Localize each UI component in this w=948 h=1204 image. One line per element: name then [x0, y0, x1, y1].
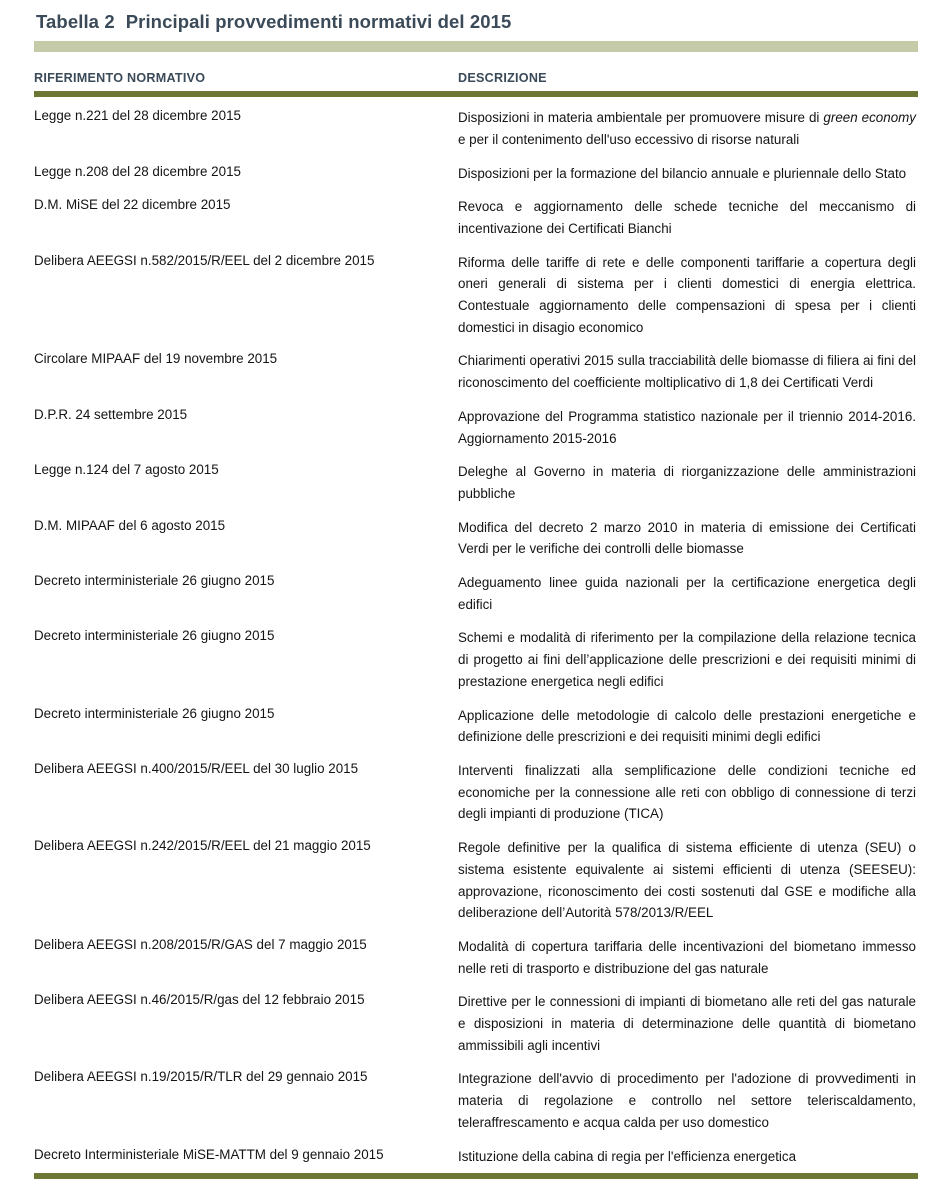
cell-description: Modifica del decreto 2 marzo 2010 in materia di emissione dei Certificati Verdi per le verifiche dei controlli delle biomasse [458, 519, 916, 557]
cell-reference: Delibera AEEGSI n.46/2015/R/gas del 12 febbraio 2015 [34, 992, 365, 1008]
column-header-reference: RIFERIMENTO NORMATIVO [34, 70, 206, 85]
table-row [34, 751, 918, 828]
cell-reference: Delibera AEEGSI n.208/2015/R/GAS del 7 maggio 2015 [34, 936, 367, 952]
cell-description: Adeguamento linee guida nazionali per la certificazione energetica degli edifici [458, 575, 916, 612]
table-caption: Principali provvedimenti normativi del 2015 [125, 11, 512, 32]
table-row [34, 243, 918, 342]
table-2-container [34, 10, 918, 1179]
table-row [34, 696, 918, 751]
table-row [34, 927, 918, 982]
table-number: Tabella 2 [36, 11, 115, 32]
cell-reference: Delibera AEEGSI n.582/2015/R/EEL del 2 dicembre 2015 [34, 252, 375, 268]
table-body [34, 97, 918, 1172]
cell-description: Direttive per le connessioni di impianti di biometano alle reti del gas naturale e disposizioni in materia di determinazione delle quantità di biometano ammissibili agli incentivi [458, 994, 916, 1053]
table-row [34, 1137, 918, 1173]
cell-description: Istituzione della cabina di regia per l'efficienza energetica [458, 1148, 797, 1164]
table-row [34, 563, 918, 618]
cell-reference: Decreto interministeriale 26 giugno 2015 [34, 705, 275, 721]
page-title [36, 10, 918, 33]
table-row [34, 828, 918, 927]
title-underbar-light [34, 41, 918, 52]
cell-reference: D.M. MIPAAF del 6 agosto 2015 [34, 517, 226, 533]
cell-reference: Decreto interministeriale 26 giugno 2015 [34, 573, 275, 589]
table-row [34, 97, 918, 153]
emphasis-text: green economy [823, 110, 916, 126]
column-header-description: DESCRIZIONE [458, 70, 547, 85]
cell-description: Deleghe al Governo in materia di riorganizzazione delle amministrazioni pubbliche [458, 464, 916, 501]
table-row [34, 1059, 918, 1136]
table-bottom-rule-dark [34, 1173, 918, 1179]
cell-reference: Circolare MIPAAF del 19 novembre 2015 [34, 351, 278, 367]
cell-reference: Decreto interministeriale 26 giugno 2015 [34, 628, 275, 644]
table-row [34, 187, 918, 242]
cell-reference: Legge n.221 del 28 dicembre 2015 [34, 108, 241, 124]
cell-reference: Legge n.208 del 28 dicembre 2015 [34, 163, 241, 179]
table-row [34, 618, 918, 695]
cell-description: Interventi finalizzati alla semplificazione delle condizioni tecniche ed economiche per la connessione alle reti con obbligo di connessione di terzi degli impianti di produzione (TICA) [458, 763, 916, 822]
table-row [34, 397, 918, 452]
cell-description: Applicazione delle metodologie di calcolo delle prestazioni energetiche e definizione delle prescrizioni e dei requisiti minimi degli edifici [458, 707, 916, 745]
cell-description: Modalità di copertura tariffaria delle incentivazioni del biometano immesso nelle reti di trasporto e distribuzione del gas naturale [458, 938, 916, 976]
table-row [34, 982, 918, 1059]
cell-reference: Delibera AEEGSI n.400/2015/R/EEL del 30 luglio 2015 [34, 761, 359, 776]
table-row [34, 452, 918, 507]
cell-description: Revoca e aggiornamento delle schede tecniche del meccanismo di incentivazione dei Certificati Bianchi [458, 199, 916, 236]
table-column-headers [34, 52, 918, 91]
cell-description: Chiarimenti operativi 2015 sulla tracciabilità delle biomasse di filiera ai fini del riconoscimento del coefficiente moltiplicativo di 1,8 dei Certificati Verdi [458, 353, 916, 391]
table-row [34, 508, 918, 563]
cell-reference: Delibera AEEGSI n.19/2015/R/TLR del 29 gennaio 2015 [34, 1069, 368, 1085]
cell-reference: Delibera AEEGSI n.242/2015/R/EEL del 21 maggio 2015 [34, 838, 371, 854]
cell-reference: Decreto Interministeriale MiSE-MATTM del 9 gennaio 2015 [34, 1146, 384, 1162]
cell-description: Disposizioni in materia ambientale per promuovere misure di green economy e per il contenimento dell'uso eccessivo di risorse naturali [458, 110, 916, 147]
cell-description: Schemi e modalità di riferimento per la compilazione della relazione tecnica di progetto ai fini dell’applicazione delle prescrizioni e dei requisiti minimi di prestazione energetica negli edifici [458, 630, 916, 689]
cell-reference: Legge n.124 del 7 agosto 2015 [34, 462, 219, 478]
cell-description: Regole definitive per la qualifica di sistema efficiente di utenza (SEU) o sistema esistente equivalente ai sistemi efficienti di utenza (SEESEU): approvazione, riconoscimento dei costi sostenuti dal GSE e modifiche alla deliberazione dell’Autorità 578/2013/R/EEL [458, 840, 916, 921]
table-row [34, 154, 918, 188]
cell-description: Integrazione dell'avvio di procedimento per l'adozione di provvedimenti in materia di regolazione e controllo nel settore teleriscaldamento, teleraffrescamento e acqua calda per uso domestico [458, 1071, 916, 1130]
cell-description: Riforma delle tariffe di rete e delle componenti tariffarie a copertura degli oneri generali di sistema per i clienti domestici di energia elettrica. Contestuale aggiornamento delle compensazioni di spesa per i clienti domestici in disagio economico [458, 254, 916, 335]
cell-description: Approvazione del Programma statistico nazionale per il triennio 2014-2016. Aggiornamento 2015-2016 [458, 408, 916, 446]
table-row [34, 341, 918, 396]
cell-reference: D.M. MiSE del 22 dicembre 2015 [34, 197, 231, 213]
cell-reference: D.P.R. 24 settembre 2015 [34, 406, 188, 422]
cell-description: Disposizioni per la formazione del bilancio annuale e pluriennale dello Stato [458, 165, 907, 181]
